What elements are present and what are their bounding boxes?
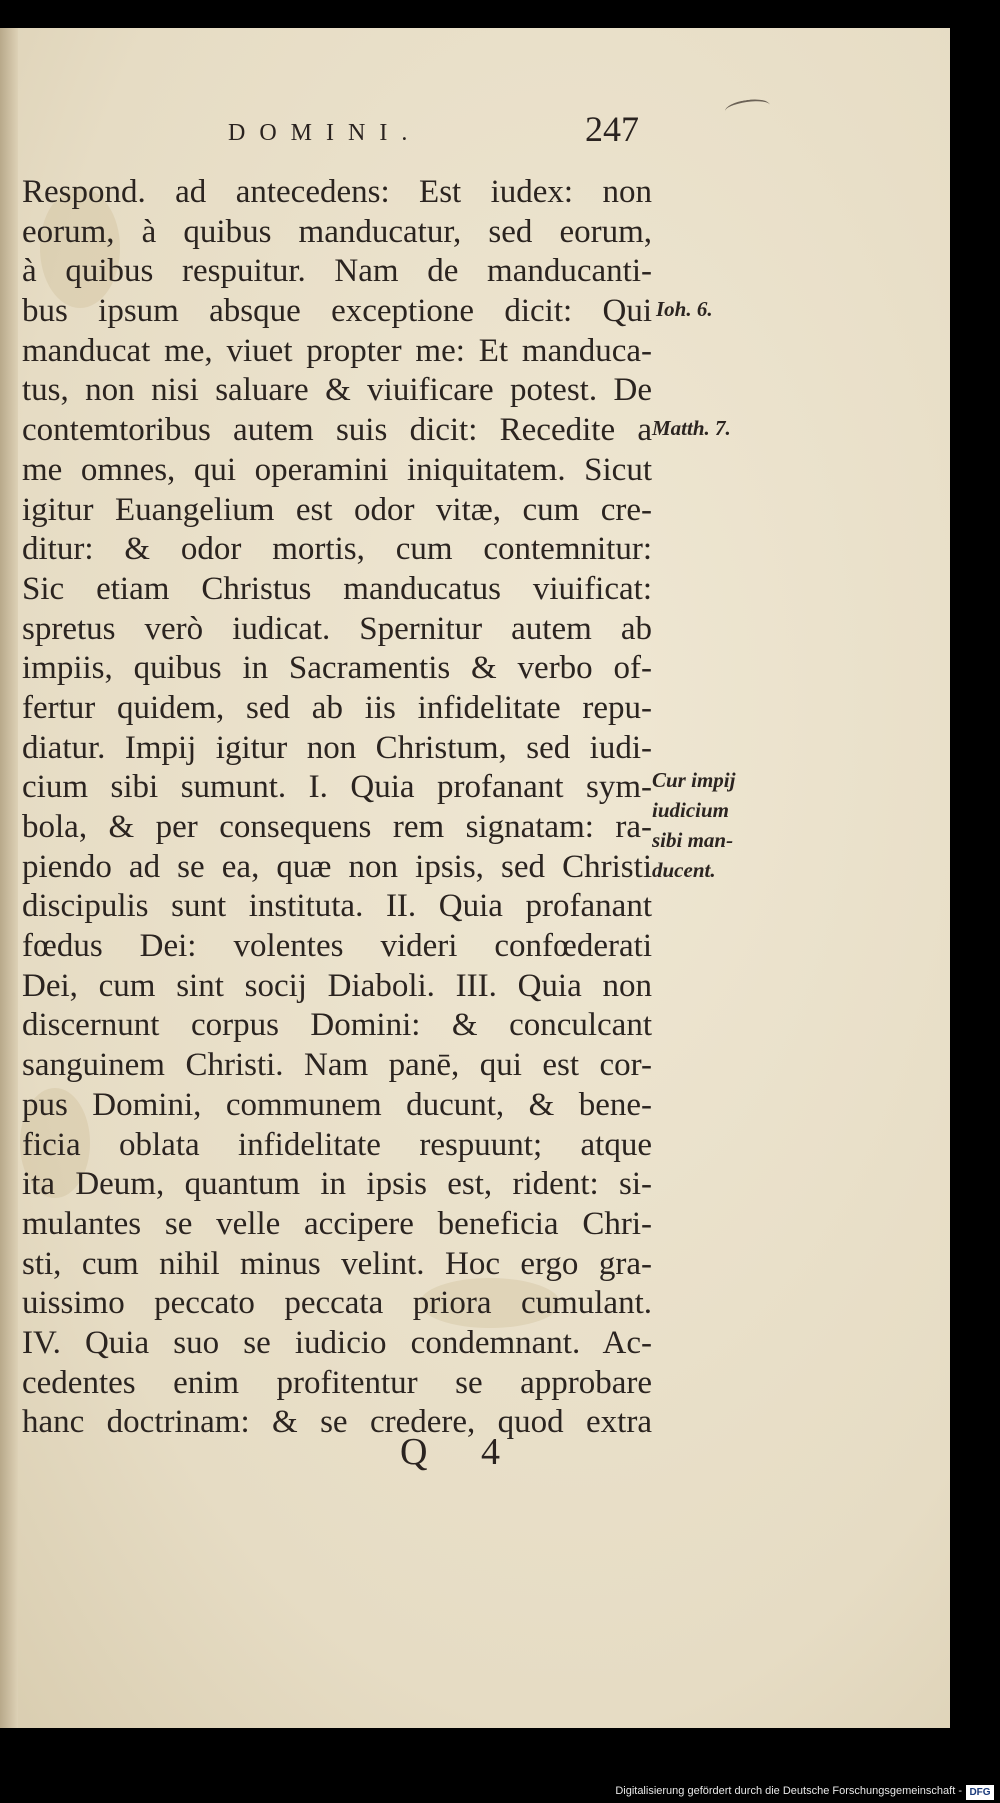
dfg-logo: DFG [966,1785,994,1800]
marginal-note-line: Cur impij [652,768,736,792]
marginal-note-ioh: Ioh. 6. [656,297,713,321]
text-line: fertur quidem, sed ab iis infidelitate repu- [22,689,652,726]
text-line: fœdus Dei: volentes videri confœderati [22,928,652,965]
text-line: impiis, quibus in Sacramentis & verbo of- [22,650,652,687]
text-line: IV. Quia suo se iudicio condemnant. Ac- [22,1324,652,1361]
text-line: Sic etiam Christus manducatus viuificat: [22,570,652,607]
marginal-note-matth: Matth. 7. [652,416,731,440]
signature-mark: Q 4 [400,1431,522,1473]
text-line: igitur Euangelium est odor vitæ, cum cre- [22,491,652,528]
marginal-note-line: iudicium [652,798,730,822]
text-line: ita Deum, quantum in ipsis est, rident: si- [22,1166,652,1203]
page-binding-edge [0,28,18,1728]
text-line: hanc doctrinam: & se credere, quod extra [22,1404,652,1441]
running-head: DOMINI. [228,120,422,146]
text-line: manducat me, viuet propter me: Et manduca- [22,332,652,369]
text-line: pus Domini, communem ducunt, & bene- [22,1086,652,1123]
text-line: bola, & per consequens rem signatam: ra- [22,809,652,845]
marginal-note-line: sibi man- [652,828,734,852]
text-line: me omnes, qui operamini iniquitatem. Sicut [22,451,652,488]
text-line: Dei, cum sint socij Diaboli. III. Quia non [22,967,652,1004]
text-line: sanguinem Christi. Nam panē, qui est cor- [22,1047,652,1084]
text-line: Respond. ad antecedens: Est iudex: non [22,174,652,210]
footer-credit: Digitalisierung gefördert durch die Deutsche Forschungsgemeinschaft - [615,1785,962,1797]
text-line: tus, non nisi saluare & viuificare potest. De [22,372,652,409]
text-line: ficia oblata infidelitate respuunt; atque [22,1126,652,1163]
text-line: cedentes enim profitentur se approbare [22,1364,652,1401]
marginal-note-cur-impij [652,765,812,885]
text-line: discipulis sunt instituta. II. Quia profanant [22,888,652,925]
marginal-note-line: ducent. [652,858,716,882]
text-line: discernunt corpus Domini: & conculcant [22,1007,652,1044]
text-line: spretus verò iudicat. Spernitur autem ab [22,610,652,647]
text-line: contemtoribus autem suis dicit: Recedite a [22,412,652,449]
text-line: bus ipsum absque exceptione dicit: Qui [22,293,652,330]
page-header [0,100,950,150]
text-line: mulantes se velle accipere beneficia Chri- [22,1205,652,1242]
text-line: eorum, à quibus manducatur, sed eorum, [22,213,652,250]
text-line: diatur. Impij igitur non Christum, sed iudi- [22,729,652,766]
text-line: piendo ad se ea, quæ non ipsis, sed Christi [22,848,652,885]
text-line: à quibus respuitur. Nam de manducanti- [22,253,652,290]
book-page [0,28,950,1728]
text-line: sti, cum nihil minus velint. Hoc ergo gra- [22,1245,652,1282]
text-line: ditur: & odor mortis, cum contemnitur: [22,531,652,568]
page-number: 247 [585,109,639,149]
text-line: cium sibi sumunt. I. Quia profanant sym- [22,769,652,806]
body-text [22,173,652,1443]
text-line: uissimo peccato peccata priora cumulant. [22,1285,652,1322]
footer-bar [0,1784,1000,1803]
